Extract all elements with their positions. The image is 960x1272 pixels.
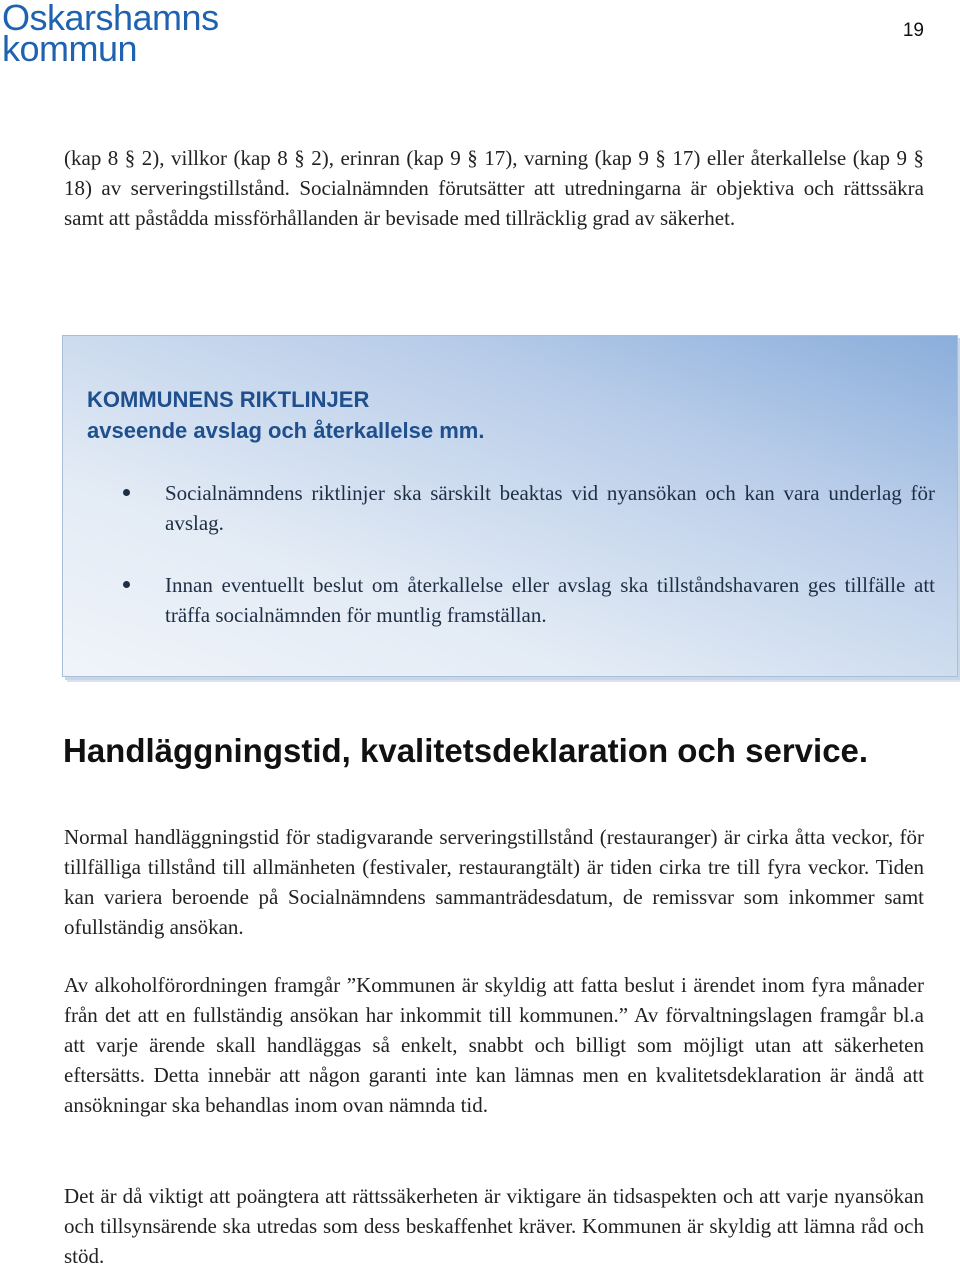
guidelines-list (123, 478, 935, 662)
section-paragraph: Normal handläggningstid för stadigvarande serveringstillstånd (restauranger) är cirka åtta veckor, för tillfälliga tillstånd till allmänheten (festivaler, restaurangtält) är tiden cirka tre till fyra veckor. Tiden kan variera beroende på Socialnämndens sammanträdesdatum, de remissvar som inkommer samt ofullständig ansökan. (64, 825, 924, 939)
guidelines-box (62, 335, 958, 677)
guideline-item (123, 570, 935, 630)
guideline-text: Socialnämndens riktlinjer ska särskilt beaktas vid nyansökan och kan vara underlag för avslag. (165, 481, 935, 535)
section-paragraph: Det är då viktigt att poängtera att rättssäkerheten är viktigare än tidsaspekten och att varje nyansökan och tillsynsärende ska utredas som dess beskaffenhet kräver. Kommunen är skyldig att lämna råd och stöd. (64, 1184, 924, 1268)
guidelines-title-line-2: avseende avslag och återkallelse mm. (87, 418, 485, 443)
logo-line-2: kommun (2, 28, 138, 69)
bullet-icon (123, 489, 130, 496)
page-number: 19 (902, 20, 924, 41)
section-paragraph: Av alkoholförordningen framgår ”Kommunen är skyldig att fatta beslut i ärendet inom fyra månader från det att en fullständig ansökan har inkommit till kommunen.” Av förvaltningslagen framgår bl.a att varje ärende skall handläggas så enkelt, snabbt och billigt som möjligt utan att säkerheten eftersätts. Detta innebär att någon garanti inte kan lämnas men en kvalitetsdeklaration är ändå att ansökningar ska behandlas inom ovan nämnda tid. (64, 973, 924, 1117)
guideline-item (123, 478, 935, 538)
bullet-icon (123, 581, 130, 588)
municipality-logo (2, 0, 219, 69)
guidelines-title-line-1: KOMMUNENS RIKTLINJER (87, 387, 370, 412)
section-heading: Handläggningstid, kvalitetsdeklaration och service. (63, 732, 869, 769)
guideline-text: Innan eventuellt beslut om återkallelse eller avslag ska tillståndshavaren ges tillfälle att träffa socialnämnden för muntlig framställan. (165, 573, 935, 627)
logo-line-1: Oskarshamns (2, 0, 219, 38)
intro-paragraph: (kap 8 § 2), villkor (kap 8 § 2), erinran (kap 9 § 17), varning (kap 9 § 17) eller återkallelse (kap 9 § 18) av serveringstillstånd. Socialnämnden förutsätter att utredningarna är objektiva och rättssäkra samt att påstådda missförhållanden är bevisade med tillräcklig grad av säkerhet. (64, 146, 924, 230)
guidelines-title (87, 384, 484, 446)
